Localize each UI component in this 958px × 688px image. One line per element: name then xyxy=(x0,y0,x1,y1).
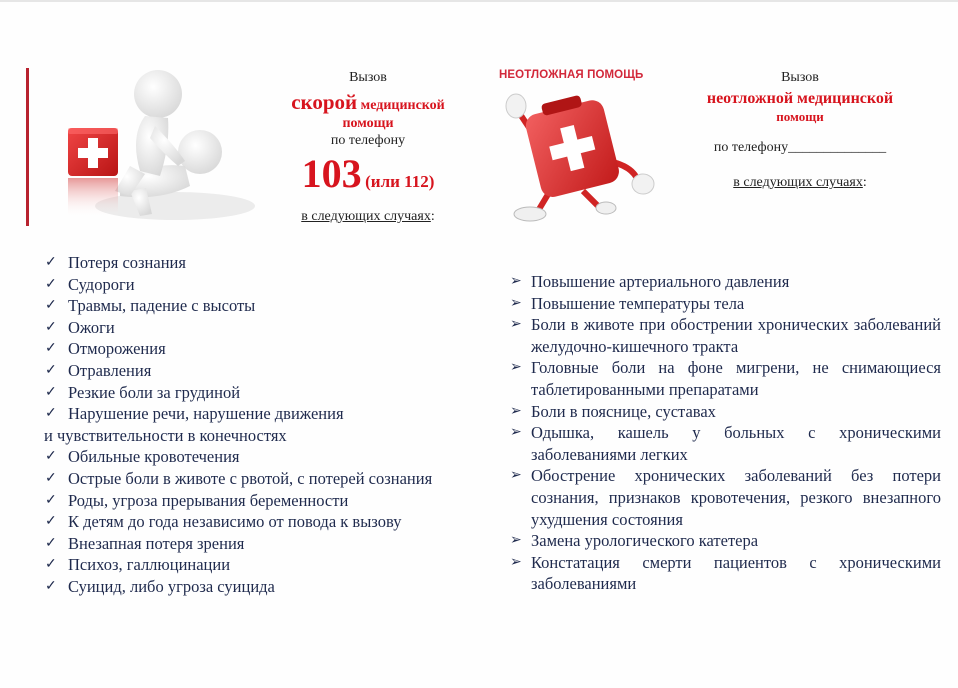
checkmark-icon: ✓ xyxy=(45,276,57,292)
list-item: ➢ Повышение температуры тела xyxy=(510,293,745,313)
urgent-care-cases-list xyxy=(510,271,941,595)
header-by-phone: по телефону xyxy=(330,133,406,149)
checkmark-icon: ✓ xyxy=(45,514,57,530)
list-item: ✓ Нарушение речи, нарушение движения xyxy=(45,404,344,424)
header-call-label: Вызов xyxy=(781,70,819,85)
list-item: ✓ Резкие боли за грудиной xyxy=(45,382,241,402)
header-help-word: помощи xyxy=(342,115,394,131)
list-item: ➢ Повышение артериального давления xyxy=(510,272,790,291)
list-item: ✓ Ожоги xyxy=(45,317,115,337)
checkmark-icon: ✓ xyxy=(45,384,57,400)
urgent-care-banner: НЕОТЛОЖНАЯ ПОМОЩЬ xyxy=(499,69,644,81)
list-item: ✓ К детям до года независимо от повода к вызову xyxy=(45,512,402,532)
phone-number-112: (или 112) xyxy=(365,171,435,191)
arrow-bullet-icon: ➢ xyxy=(510,468,522,484)
header-medical-word: медицинской xyxy=(360,97,445,113)
running-kit-illustration xyxy=(498,66,678,226)
header-help-word: помощи xyxy=(776,108,824,124)
checkmark-icon: ✓ xyxy=(45,557,57,573)
list-item: ✓ Травмы, падение с высоты xyxy=(45,296,256,316)
list-item: ✓ Отравления xyxy=(45,360,152,380)
list-item: ➢ Боли в животе при обострении хронических заболеваний желудочно-кишечного тракта xyxy=(510,315,941,356)
header-urgent-medical: неотложной медицинской xyxy=(706,89,894,107)
checkmark-icon: ✓ xyxy=(45,255,57,270)
top-border xyxy=(0,0,958,2)
cases-colon: : xyxy=(862,175,867,191)
list-item: ✓ Обильные кровотечения xyxy=(45,447,240,467)
list-item: ➢ Констатация смерти пациентов с хроническими заболеваниями xyxy=(510,552,941,594)
list-item: ➢ Головные боли на фоне мигрени, не снимающиеся таблетированными препаратами xyxy=(510,358,941,399)
list-item: ✓ Судороги xyxy=(45,274,135,294)
arrow-bullet-icon: ➢ xyxy=(510,425,522,441)
arrow-bullet-icon: ➢ xyxy=(510,403,522,419)
checkmark-icon: ✓ xyxy=(45,492,57,508)
cases-label: в следующих случаях xyxy=(733,175,863,191)
arrow-bullet-icon: ➢ xyxy=(510,533,522,549)
header-call-label: Вызов xyxy=(349,70,387,85)
list-item: ✓ Острые боли в животе с рвотой, с потерей сознания xyxy=(45,468,433,488)
checkmark-icon: ✓ xyxy=(45,406,57,422)
list-item: ➢ Одышка, кашель у больных с хроническими заболеваниями легких xyxy=(510,423,941,464)
ambulance-cases-list xyxy=(44,252,494,598)
arrow-bullet-icon: ➢ xyxy=(510,295,522,311)
arrow-bullet-icon: ➢ xyxy=(510,317,522,333)
left-accent-bar xyxy=(26,68,29,226)
list-item: ✓ Внезапная потеря зрения xyxy=(45,533,245,553)
list-item: ➢ Боли в пояснице, суставах xyxy=(510,401,716,421)
list-item: ✓ Психоз, галлюцинации xyxy=(45,555,231,575)
checkmark-icon: ✓ xyxy=(45,319,57,335)
header-by-phone-blank: по телефону______________ xyxy=(713,139,887,155)
list-item: ➢ Обострение хронических заболеваний без потери сознания, признаков кровотечения, резкого внезапного ухудшения состояния xyxy=(510,466,941,529)
checkmark-icon: ✓ xyxy=(45,341,57,357)
list-item: ✓ Роды, угроза прерывания беременности xyxy=(45,490,349,510)
checkmark-icon: ✓ xyxy=(45,298,57,314)
phone-number-103: 103 xyxy=(301,150,362,196)
arrow-bullet-icon: ➢ xyxy=(510,360,522,376)
arrow-bullet-icon: ➢ xyxy=(510,274,522,289)
ambulance-call-header xyxy=(268,69,468,225)
urgent-care-call-header xyxy=(680,69,920,192)
checkmark-icon: ✓ xyxy=(45,449,57,465)
list-item: ✓ Потеря сознания xyxy=(45,253,186,272)
cpr-illustration xyxy=(60,66,255,228)
list-item: ➢ Замена урологического катетера xyxy=(510,531,759,551)
list-item-continuation: и чувствительности в конечностях xyxy=(44,425,287,445)
checkmark-icon: ✓ xyxy=(45,578,57,594)
arrow-bullet-icon: ➢ xyxy=(510,554,522,570)
cases-colon: : xyxy=(430,208,435,224)
header-emergency-word: скорой xyxy=(291,89,358,114)
list-item: ✓ Отморожения xyxy=(45,339,166,359)
cases-label: в следующих случаях xyxy=(301,208,431,224)
list-item: ✓ Суицид, либо угроза суицида xyxy=(45,576,275,596)
checkmark-icon: ✓ xyxy=(45,470,57,486)
checkmark-icon: ✓ xyxy=(45,362,57,378)
checkmark-icon: ✓ xyxy=(45,535,57,551)
